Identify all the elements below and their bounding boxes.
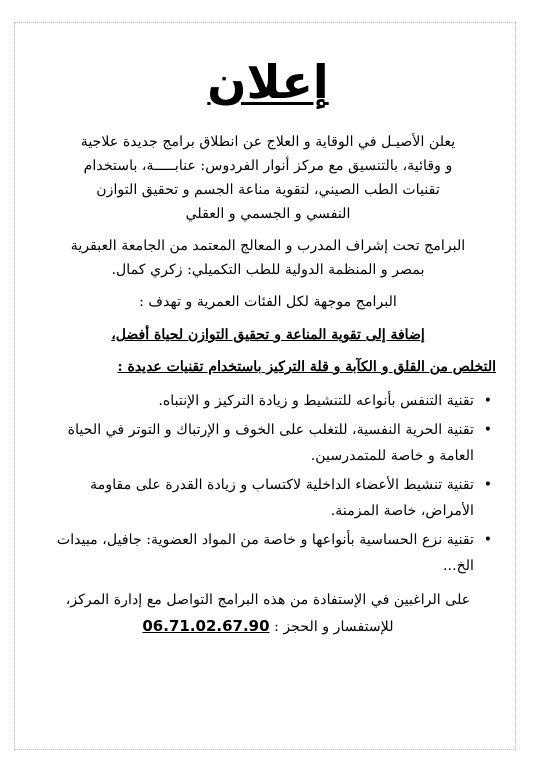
announcement-title: إعلان [207,55,329,109]
contact-block [40,587,496,640]
audience-line: البرامج موجهة لكل الفئات العمرية و تهدف : [139,294,397,310]
techniques-list [40,388,496,579]
bullet-icon: • [483,422,492,438]
goal-line: التخلص من القلق و الكآبة و قلة التركيز باستخدام تقنيات عديدة : [117,359,496,375]
technique-text: تقنية تنشيط الأعضاء الداخلية لاكتساب و زيادة القدرة على مقاومة الأمراض، خاصة المزمنة. [90,477,474,519]
list-item [40,472,492,524]
bullet-icon: • [483,477,492,493]
technique-text: تقنية الحرية النفسية، للتغلب على الخوف و الإرتباك و التوتر في الحياة العامة و خاصة للمتمدرسين. [67,422,474,464]
technique-text: تقنية التنفس بأنواعه للتنشيط و زيادة التركيز و الإنتباه. [158,393,474,409]
inquiry-line [40,613,496,640]
bullet-icon: • [483,393,492,409]
supervision-line: بمصر و المنظمة الدولية للطب التكميلي: زكري كمال. [111,262,425,278]
supervision-line: البرامج تحت إشراف المدرب و المعالج المعتمد من الجامعة العبقرية [70,238,466,254]
list-item [40,388,492,414]
bullet-icon: • [483,532,492,548]
list-item [40,527,492,579]
intro-line: يعلن الأصيـل في الوقاية و العلاج عن انطلاق برامج جديدة علاجية [80,134,456,150]
contact-line: على الراغبين في الإستفادة من هذه البرامج التواصل مع إدارة المركز، [65,592,471,608]
goal-line: إضافة إلى تقوية المناعة و تحقيق التوازن لحياة أفضل، [111,327,425,343]
intro-paragraph [40,130,496,226]
intro-line: تقنيات الطب الصيني، لتقوية مناعة الجسم و تحقيق التوازن [96,182,440,198]
announcement-document [40,52,496,640]
intro-line: النفسي و الجسمي و العقلي [185,206,351,222]
inquiry-label: للإستفسار و الحجز : [274,619,394,635]
supervision-paragraph [40,234,496,282]
technique-text: تقنية نزع الحساسية بأنواعها و خاصة من المواد العضوية: جافيل، مبيدات الخ... [56,532,474,574]
phone-number[interactable]: 06.71.02.67.90 [142,617,270,635]
intro-line: و وقائية، بالتنسيق مع مركز أنوار الفردوس: عنابـــــة، باستخدام [83,158,453,174]
list-item [40,417,492,469]
